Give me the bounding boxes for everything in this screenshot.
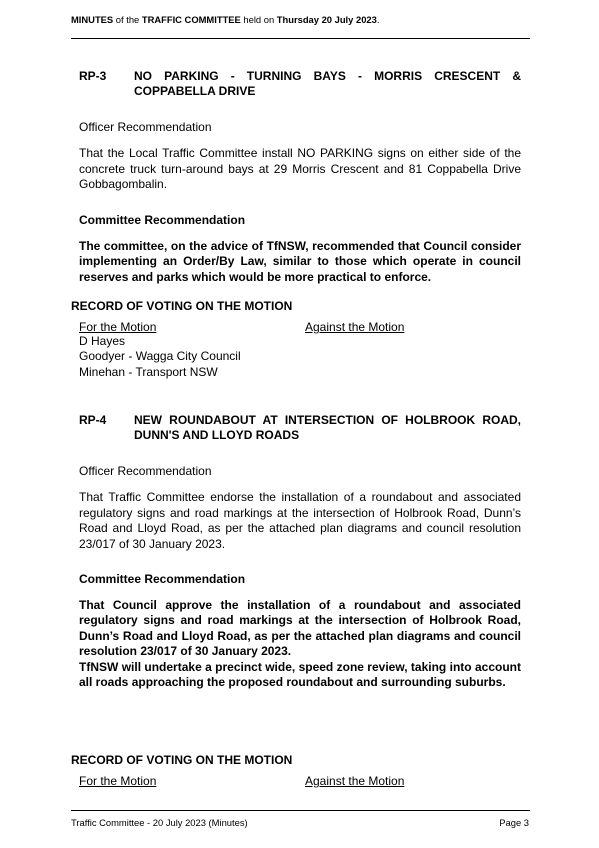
- header-prefix: MINUTES: [71, 14, 114, 25]
- committee-recommendation-heading: Committee Recommendation: [79, 572, 246, 586]
- item-title-line: DUNN'S AND LLOYD ROADS: [134, 428, 300, 442]
- item-code: RP-3: [79, 69, 107, 83]
- voting-heading: RECORD OF VOTING ON THE MOTION: [71, 299, 293, 313]
- officer-recommendation-text: That Traffic Committee endorse the installation of a roundabout and associated regulatory signs and road markings at the intersection of Holbrook Road, Dunn’s Road and Lloyd Road, as per the attached plan diagrams and council resolution 23/017 of 30 January 2023.: [79, 490, 521, 551]
- committee-recommendation-heading: Committee Recommendation: [79, 213, 246, 227]
- item-title-line: NO PARKING - TURNING BAYS - MORRIS CRESCENT &: [134, 69, 521, 83]
- item-title-line: NEW ROUNDABOUT AT INTERSECTION OF HOLBROOK ROAD,: [134, 413, 521, 427]
- against-motion-label: Against the Motion: [305, 774, 405, 788]
- header-rule: [71, 38, 530, 39]
- header-committee: TRAFFIC COMMITTEE: [141, 14, 241, 25]
- footer-rule: [71, 810, 530, 811]
- against-motion-label: Against the Motion: [305, 320, 405, 334]
- header-text: of the: [113, 14, 142, 25]
- voter-list: [79, 334, 241, 380]
- header-text: held on: [240, 14, 277, 25]
- voting-heading: RECORD OF VOTING ON THE MOTION: [71, 753, 293, 767]
- officer-recommendation-heading: Officer Recommendation: [79, 120, 212, 134]
- footer-title: Traffic Committee - 20 July 2023 (Minutes): [71, 817, 248, 828]
- header-date: Thursday 20 July 2023: [276, 14, 377, 25]
- for-motion-label: For the Motion: [79, 320, 157, 334]
- committee-recommendation-note: TfNSW will undertake a precinct wide, speed zone review, taking into account all roads approaching the proposed roundabout and surrounding suburbs.: [79, 660, 521, 690]
- item-title-line: COPPABELLA DRIVE: [134, 84, 256, 98]
- for-motion-label: For the Motion: [79, 774, 157, 788]
- page-header: [71, 14, 379, 25]
- committee-recommendation-text: The committee, on the advice of TfNSW, recommended that Council consider implementing an Order/By Law, similar to those which operate in council reserves and parks which would be more practical to enforce.: [79, 239, 521, 284]
- page-number: Page 3: [499, 817, 529, 828]
- officer-recommendation-heading: Officer Recommendation: [79, 464, 212, 478]
- voter-name: Minehan - Transport NSW: [79, 364, 218, 379]
- item-title: [134, 69, 521, 99]
- officer-recommendation-text: That the Local Traffic Committee install NO PARKING signs on either side of the concrete truck turn-around bays at 29 Morris Crescent and 81 Coppabella Drive Gobbagombalin.: [79, 146, 521, 192]
- item-title: [134, 413, 521, 443]
- voter-name: D Hayes: [79, 334, 126, 348]
- header-text: .: [376, 14, 380, 25]
- item-code: RP-4: [79, 413, 107, 427]
- committee-recommendation-text: That Council approve the installation of a roundabout and associated regulatory signs and road markings at the intersection of Holbrook Road, Dunn’s Road and Lloyd Road, as per the attached plan diagrams and council resolution 23/017 of 30 January 2023.: [79, 598, 521, 659]
- voter-name: Goodyer - Wagga City Council: [79, 349, 241, 364]
